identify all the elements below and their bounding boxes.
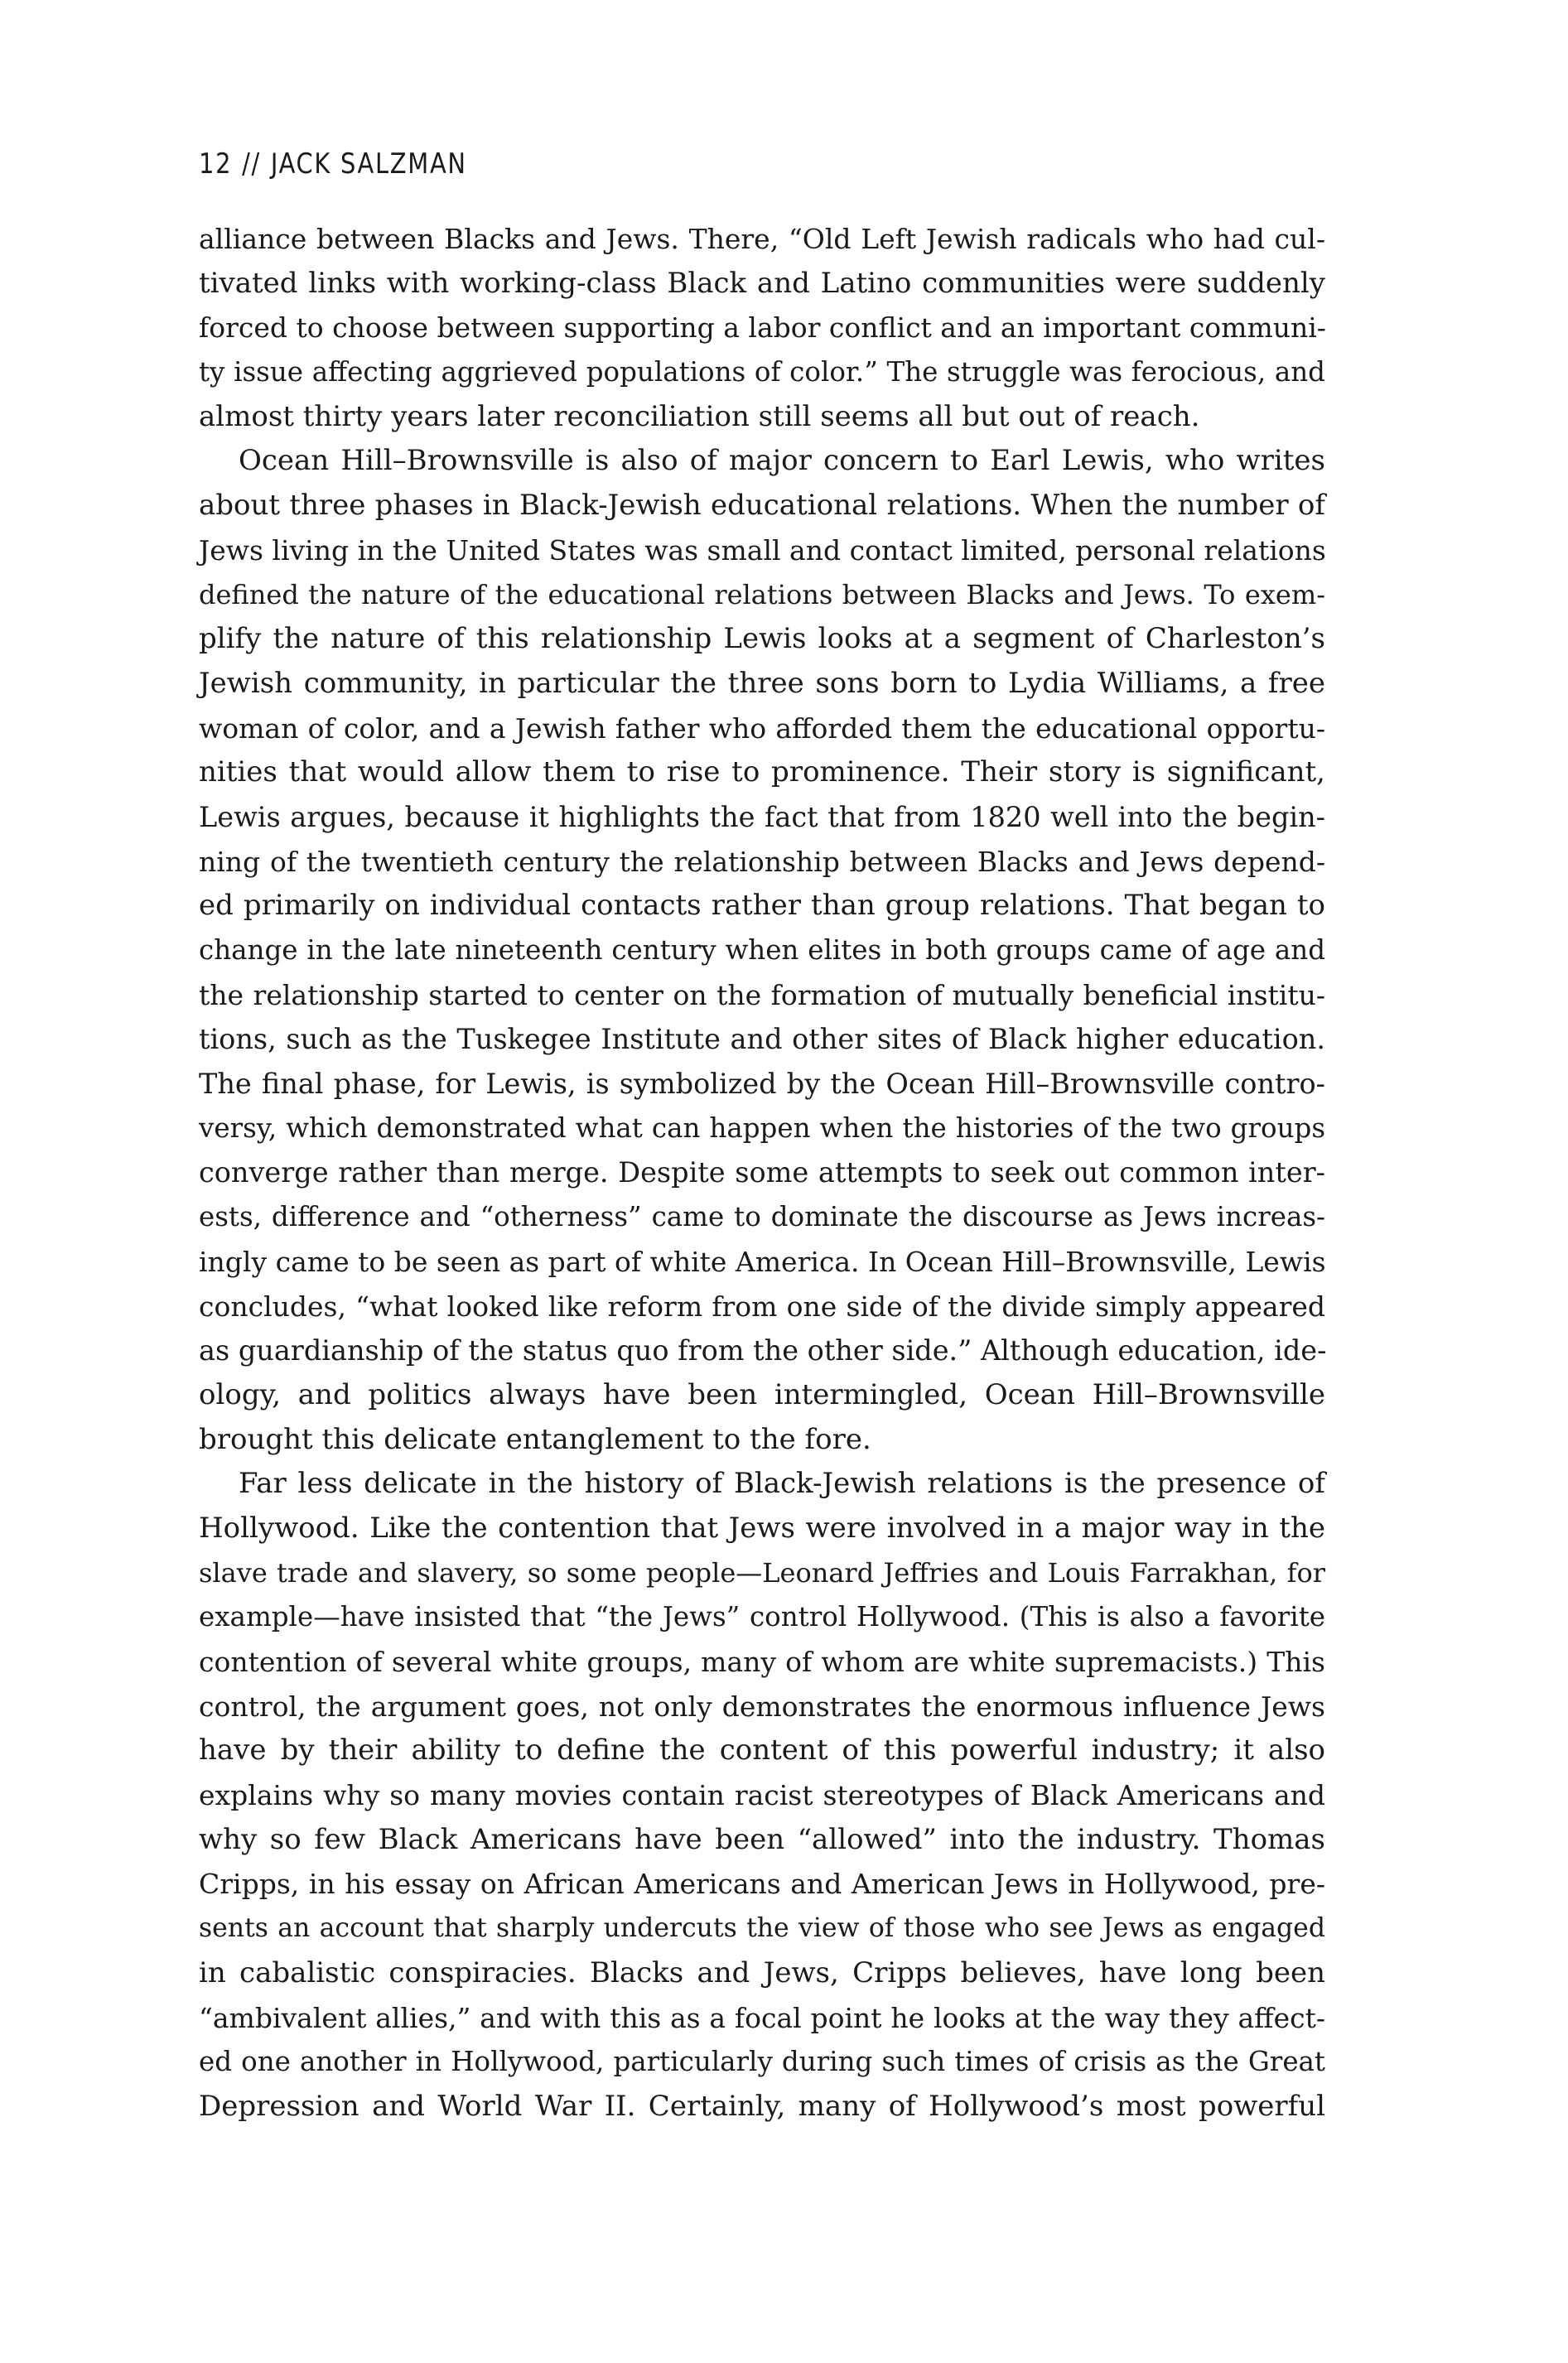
text-line: slave trade and slavery, so some people—Leonard Jeffries and Louis Farrakhan, for [199,1556,1325,1589]
text-line: the relationship started to center on the formation of mutually beneficial institu- [199,978,1325,1011]
text-line: ology, and politics always have been intermingled, Ocean Hill–Brownsville [199,1377,1325,1411]
running-head-author: JACK SALZMAN [270,147,467,181]
text-line: Hollywood. Like the contention that Jews were involved in a major way in the [199,1511,1325,1545]
text-line: Cripps, in his essay on African Americans and American Jews in Hollywood, pre- [199,1868,1325,1901]
text-line: alliance between Blacks and Jews. There, “Old Left Jewish radicals who had cul- [199,223,1325,255]
body-text [199,217,1325,2129]
text-line: ed primarily on individual contacts rather than group relations. That began to [199,889,1325,923]
text-line: ty issue affecting aggrieved populations of color.” The struggle was ferocious, and [199,356,1325,388]
text-line: tivated links with working-class Black and Latino communities were suddenly [199,266,1325,300]
text-line: Jewish community, in particular the three sons born to Lydia Williams, a free [199,666,1325,700]
text-line: about three phases in Black-Jewish educational relations. When the number of [199,489,1325,523]
running-head-separator: // [242,147,261,181]
text-line: “ambivalent allies,” and with this as a focal point he looks at the way they affect- [199,2001,1325,2034]
text-line: control, the argument goes, not only demonstrates the enormous influence Jews [199,1690,1325,1723]
text-line: as guardianship of the status quo from the other side.” Although education, ide- [199,1334,1327,1367]
text-line: have by their ability to define the content of this powerful industry; it also [199,1734,1325,1767]
text-line: example—have insisted that “the Jews” control Hollywood. (This is also a favorite [199,1601,1325,1633]
text-line: in cabalistic conspiracies. Blacks and Jews, Cripps believes, have long been [199,1956,1325,1989]
page-number: 12 [199,147,233,181]
text-line: almost thirty years later reconciliation still seems all but out of reach. [199,399,1200,433]
paragraph [199,1462,1325,2129]
text-line: Lewis argues, because it highlights the fact that from 1820 well into the begin- [199,800,1325,833]
text-line: The final phase, for Lewis, is symbolized by the Ocean Hill–Brownsville contro- [199,1068,1325,1101]
text-line: ests, difference and “otherness” came to dominate the discourse as Jews increas- [199,1201,1325,1233]
text-line: sents an account that sharply undercuts the view of those who see Jews as engaged [199,1913,1325,1944]
text-line: ning of the twentieth century the relationship between Blacks and Jews depend- [199,845,1325,878]
text-line: contention of several white groups, many of whom are white supremacists.) This [199,1646,1325,1678]
text-line: why so few Black Americans have been “allowed” into the industry. Thomas [199,1822,1325,1856]
text-line: nities that would allow them to rise to prominence. Their story is significant, [199,755,1325,789]
text-line: versy, which demonstrated what can happen when the histories of the two groups [199,1112,1325,1144]
running-head [199,147,467,181]
text-line: converge rather than merge. Despite some attempts to seek out common inter- [199,1156,1325,1189]
text-line: tions, such as the Tuskegee Institute and other sites of Black higher education. [199,1023,1325,1056]
text-line: woman of color, and a Jewish father who afforded them the educational opportu- [199,711,1325,745]
text-line: ed one another in Hollywood, particularly during such times of crisis as the Great [199,2046,1325,2078]
paragraph [199,439,1325,1462]
paragraph [199,217,1325,439]
text-line: plify the nature of this relationship Lewis looks at a segment of Charleston’s [199,622,1325,656]
text-line: forced to choose between supporting a labor conflict and an important communi- [199,311,1326,345]
text-line: Far less delicate in the history of Black-Jewish relations is the presence of [239,1467,1325,1501]
text-line: concludes, “what looked like reform from one side of the divide simply appeared [199,1290,1325,1323]
text-line: change in the late nineteenth century when elites in both groups came of age and [199,934,1325,966]
text-line: Jews living in the United States was small and contact limited, personal relations [199,533,1326,567]
text-line: defined the nature of the educational relations between Blacks and Jews. To exem- [199,578,1325,610]
text-line: Depression and World War II. Certainly, many of Hollywood’s most powerful [199,2089,1325,2123]
text-line: explains why so many movies contain racist stereotypes of Black Americans and [199,1779,1325,1812]
text-line: Ocean Hill–Brownsville is also of major concern to Earl Lewis, who writes [239,444,1325,478]
text-line: brought this delicate entanglement to the fore. [199,1422,871,1456]
text-line: ingly came to be seen as part of white America. In Ocean Hill–Brownsville, Lewis [199,1245,1326,1278]
